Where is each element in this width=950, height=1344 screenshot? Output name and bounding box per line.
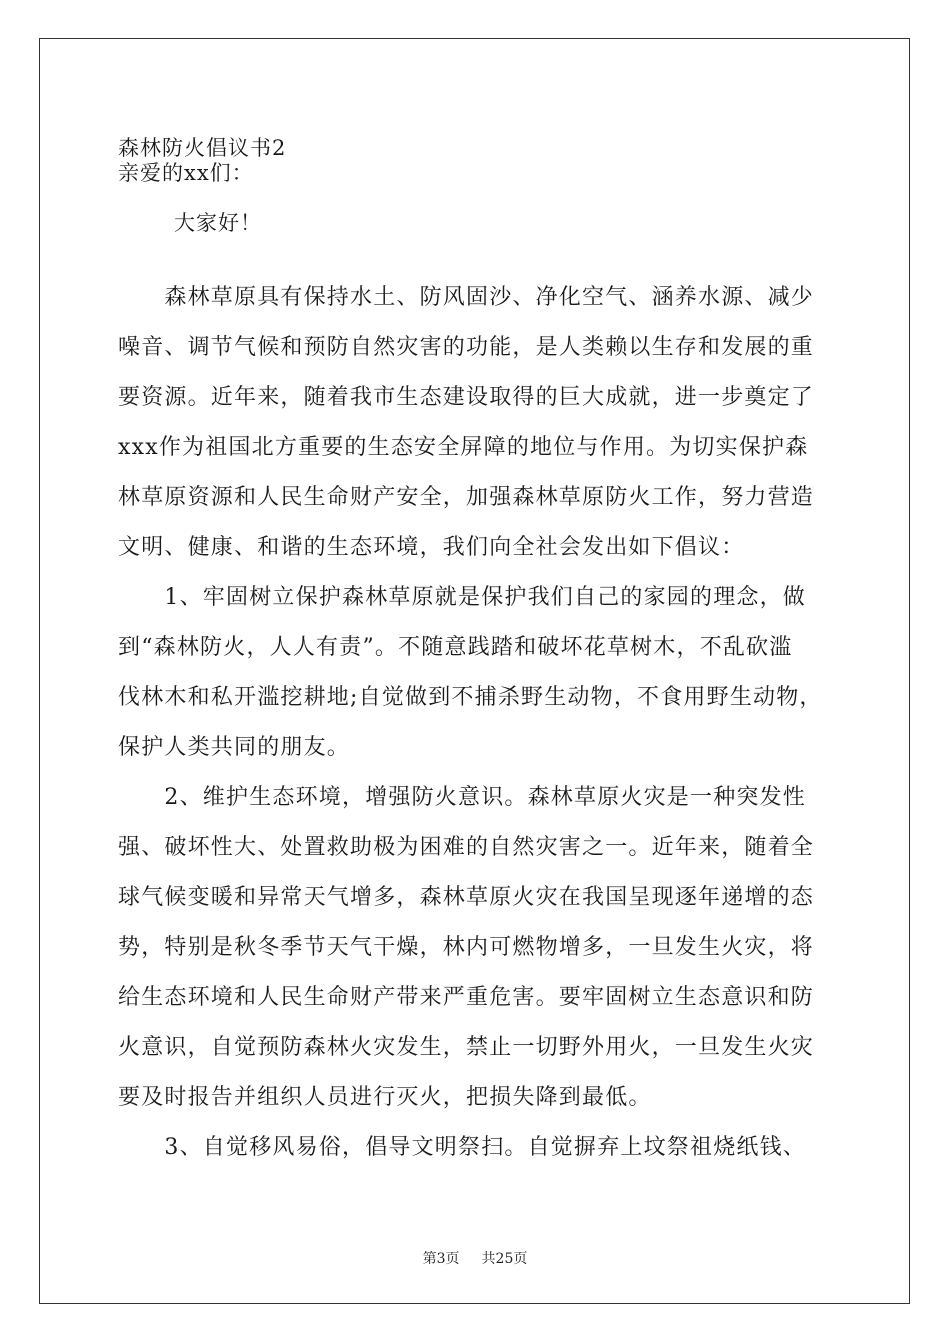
body-line: 强、破坏性大、处置救助极为困难的自然灾害之一。近年来，随着全 [118, 835, 815, 860]
body-line: 到“森林防火，人人有责”。不随意践踏和破坏花草树木，不乱砍滥 [118, 635, 793, 660]
body-line: 3、自觉移风易俗，倡导文明祭扫。自觉摒弃上坟祭祖烧纸钱、 [118, 1135, 806, 1160]
page-total: 共25页 [481, 1251, 528, 1267]
body-line: 火意识，自觉预防森林火灾发生，禁止一切野外用火，一旦发生火灾 [118, 1035, 815, 1060]
body-line: 林草原资源和人民生命财产安全，加强森林草原防火工作，努力营造 [118, 485, 815, 510]
salutation: 大家好！ [174, 211, 262, 235]
body-line: 1、牢固树立保护森林草原就是保护我们自己的家园的理念，做 [118, 585, 806, 610]
body-line: 要及时报告并组织人员进行灭火，把损失降到最低。 [118, 1085, 652, 1110]
body-line: 给生态环境和人民生命财产带来严重危害。要牢固树立生态意识和防 [118, 985, 815, 1010]
body-line: xxx作为祖国北方重要的生态安全屏障的地位与作用。为切实保护森 [118, 435, 809, 460]
body-line: 文明、健康、和谐的生态环境，我们向全社会发出如下倡议： [118, 535, 745, 560]
greeting: 亲爱的xx们： [118, 161, 254, 185]
page-frame [39, 38, 910, 1304]
body-line: 保护人类共同的朋友。 [118, 735, 351, 760]
body-line: 噪音、调节气候和预防自然灾害的功能，是人类赖以生存和发展的重 [118, 335, 815, 360]
body-line: 伐林木和私开滥挖耕地;自觉做到不捕杀野生动物，不食用野生动物， [118, 685, 823, 710]
document-title: 森林防火倡议书2 [118, 136, 287, 160]
body-line: 2、维护生态环境，增强防火意识。森林草原火灾是一种突发性 [118, 785, 806, 810]
body-line: 森林草原具有保持水土、防风固沙、净化空气、涵养水源、减少 [118, 285, 815, 310]
body-line: 势，特别是秋冬季节天气干燥，林内可燃物增多，一旦发生火灾，将 [118, 935, 815, 960]
body-line: 要资源。近年来，随着我市生态建设取得的巨大成就，进一步奠定了 [118, 385, 815, 410]
page-footer [0, 1248, 950, 1268]
body-line: 球气候变暖和异常天气增多，森林草原火灾在我国呈现逐年递增的态 [118, 885, 815, 910]
page-number: 第3页 [422, 1251, 460, 1267]
